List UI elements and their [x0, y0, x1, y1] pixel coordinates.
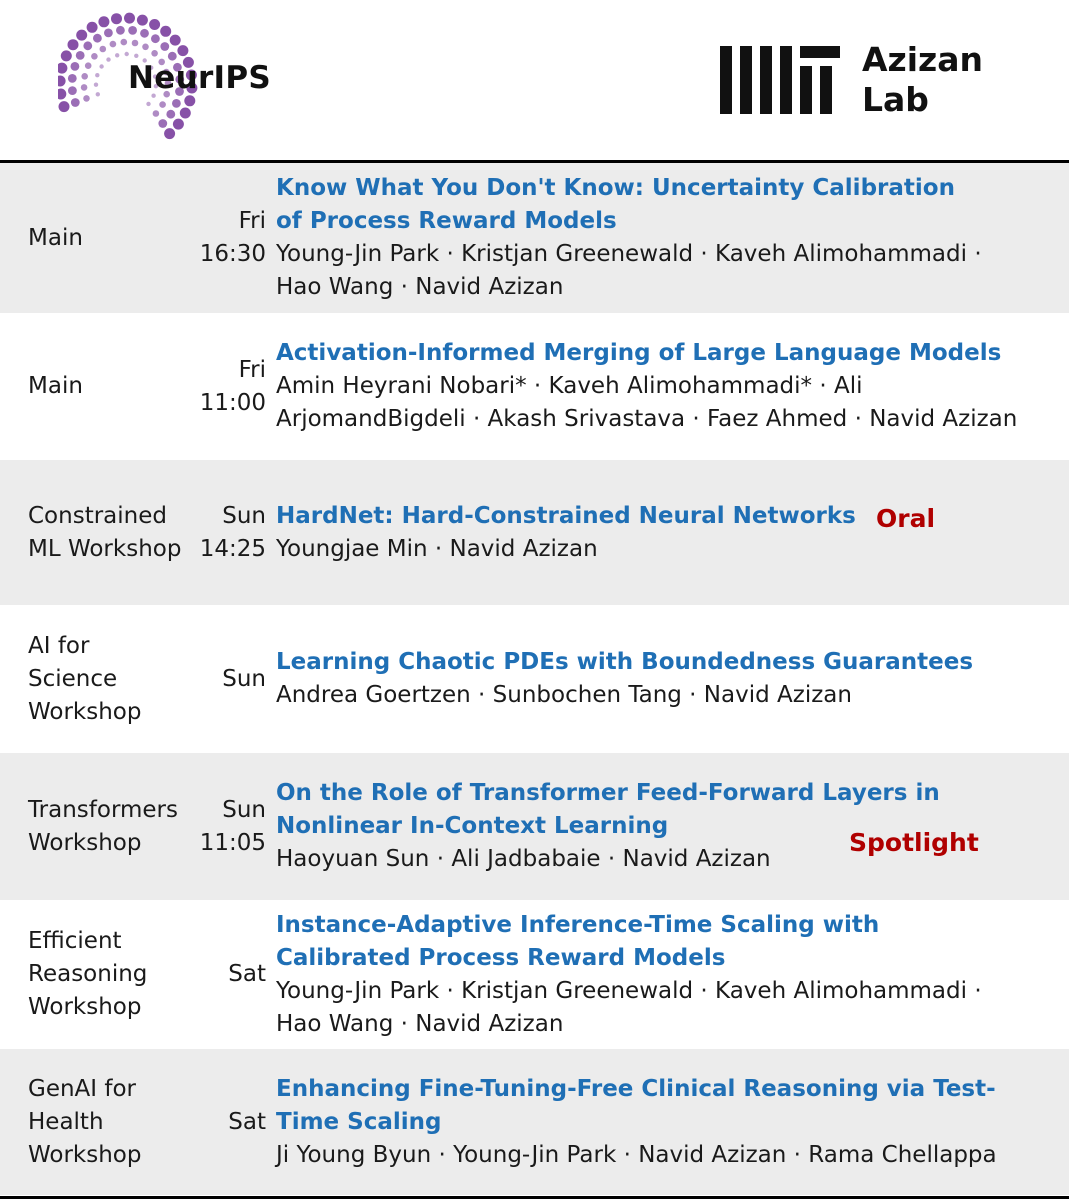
- logo-dot: [134, 54, 138, 58]
- award-badge: Spotlight: [849, 828, 979, 857]
- time-cell: [190, 901, 266, 1048]
- logo-dot: [128, 26, 137, 35]
- paper-authors: Ji Young Byun · Young-Jin Park · Navid Azizan · Rama Chellappa: [276, 1141, 997, 1168]
- logo-dot: [160, 42, 169, 51]
- logo-dot: [164, 128, 175, 139]
- logo-dot: [170, 35, 181, 46]
- time-label: 14:25: [199, 535, 266, 562]
- logo-dot: [158, 119, 167, 128]
- venue-cell: Transformers Workshop: [28, 796, 178, 856]
- paper-title-link[interactable]: Know What You Don't Know: Uncertainty Calibration of Process Reward Models: [276, 175, 955, 234]
- paper-cell: [276, 753, 1056, 900]
- day-label: Sun: [222, 502, 266, 529]
- table-row: [0, 606, 1069, 753]
- paper-authors: Youngjae Min · Navid Azizan: [276, 535, 598, 562]
- paper-title-link[interactable]: Instance-Adaptive Inference-Time Scaling with Calibrated Process Reward Models: [276, 911, 880, 971]
- logo-dot: [95, 73, 99, 77]
- logo-dot: [96, 92, 100, 96]
- venue-cell: Main: [28, 373, 83, 399]
- time-cell: [190, 606, 266, 752]
- mit-logo-icon: [720, 46, 840, 114]
- logo-dot: [184, 95, 195, 106]
- lab-name: [862, 40, 983, 120]
- logo-dot: [149, 19, 160, 30]
- time-cell: [190, 753, 266, 900]
- lab-name-line2: Lab: [862, 80, 929, 119]
- logo-dot: [106, 57, 110, 61]
- logo-dot: [61, 50, 72, 61]
- logo-dot: [68, 74, 77, 83]
- venue-cell: Efficient Reasoning Workshop: [28, 928, 148, 1020]
- logo-dot: [159, 101, 166, 108]
- time-cell: [190, 314, 266, 459]
- logo-dot: [111, 13, 122, 24]
- paper-authors: Andrea Goertzen · Sunbochen Tang · Navid Azizan: [276, 682, 852, 708]
- logo-dot: [115, 53, 119, 57]
- logo-dot: [71, 62, 80, 71]
- table-row: [0, 1049, 1069, 1196]
- logo-dot: [160, 26, 171, 37]
- logo-dot: [98, 16, 109, 27]
- logo-dot: [125, 52, 129, 56]
- logo-dot: [81, 73, 88, 80]
- logo-dot: [151, 34, 160, 43]
- paper-cell: [276, 606, 1056, 752]
- paper-title-link[interactable]: Enhancing Fine-Tuning-Free Clinical Reasoning via Test-Time Scaling: [276, 1075, 996, 1135]
- logo-dot: [116, 26, 125, 35]
- logo-dot: [142, 44, 149, 51]
- logo-dot: [132, 40, 139, 47]
- time-label: 11:05: [199, 829, 266, 856]
- paper-authors: Young-Jin Park · Kristjan Greenewald · Kaveh Alimohammadi · Hao Wang · Navid Azizan: [276, 241, 982, 300]
- logo-dot: [58, 89, 66, 100]
- logo-dot: [153, 110, 160, 117]
- logo-dot: [180, 108, 191, 119]
- logo-dot: [121, 39, 128, 46]
- logo-dot: [166, 110, 175, 119]
- logo-dot: [94, 83, 98, 87]
- logo-dot: [85, 62, 92, 69]
- conference-logo-text: NeurIPS: [128, 60, 272, 96]
- logo-dot: [173, 119, 184, 130]
- venue-cell: Constrained ML Workshop: [28, 502, 182, 562]
- logo-dot: [68, 86, 77, 95]
- logo-dot: [93, 34, 102, 43]
- paper-authors: Young-Jin Park · Kristjan Greenewald · Kaveh Alimohammadi · Hao Wang · Navid Azizan: [276, 977, 982, 1037]
- paper-cell: [276, 163, 1056, 313]
- time-cell: [190, 460, 266, 605]
- header: [0, 0, 1069, 160]
- day-label: Fri: [238, 208, 266, 234]
- venue-cell: AI for Science Workshop: [28, 632, 142, 725]
- logo-dot: [146, 102, 150, 106]
- logo-dot: [87, 22, 98, 33]
- table-row: [0, 901, 1069, 1049]
- logo-dot: [110, 41, 117, 48]
- bottom-divider: [0, 1196, 1069, 1199]
- table-row: [0, 314, 1069, 460]
- logo-dot: [59, 101, 70, 112]
- paper-cell: [276, 314, 1056, 459]
- logo-dot: [58, 63, 67, 74]
- schedule-table: [0, 163, 1069, 1196]
- logo-dot: [83, 41, 92, 50]
- logo-dot: [177, 45, 188, 56]
- paper-authors: Haoyuan Sun · Ali Jadbabaie · Navid Azizan: [276, 846, 771, 872]
- paper-cell: [276, 1049, 1056, 1195]
- paper-title-link[interactable]: Activation-Informed Merging of Large Language Models: [276, 340, 1002, 366]
- logo-dot: [83, 95, 90, 102]
- table-row: [0, 460, 1069, 606]
- paper-cell: [276, 901, 1056, 1048]
- day-label: Fri: [238, 356, 266, 383]
- table-row: [0, 163, 1069, 314]
- logo-dot: [104, 29, 113, 38]
- award-badge: Oral: [876, 504, 936, 533]
- logo-dot: [99, 64, 103, 68]
- time-label: 11:00: [199, 389, 266, 416]
- time-cell: [190, 163, 266, 313]
- paper-cell: [276, 460, 1056, 605]
- logo-dot: [71, 98, 80, 107]
- logo-dot: [100, 46, 107, 53]
- logo-dot: [58, 76, 66, 87]
- logo-dot: [172, 99, 181, 108]
- logo-dot: [76, 30, 87, 41]
- paper-title-link[interactable]: HardNet: Hard-Constrained Neural Networks: [276, 502, 856, 529]
- logo-dot: [140, 29, 149, 38]
- paper-authors: Amin Heyrani Nobari* · Kaveh Alimohammadi* · Ali ArjomandBigdeli · Akash Srivastava · Faez Ahmed · Navid Azizan: [276, 373, 1018, 432]
- day-label: Sun: [222, 796, 266, 823]
- day-label: Sat: [228, 1108, 266, 1135]
- paper-title-link[interactable]: Learning Chaotic PDEs with Boundedness Guarantees: [276, 649, 974, 675]
- time-label: 16:30: [199, 241, 266, 267]
- logo-dot: [68, 39, 79, 50]
- logo-dot: [137, 15, 148, 26]
- logo-dot: [91, 53, 98, 60]
- day-label: Sun: [222, 665, 266, 692]
- venue-cell: GenAI for Health Workshop: [28, 1075, 142, 1168]
- venue-cell: Main: [28, 224, 83, 251]
- time-cell: [190, 1049, 266, 1195]
- logo-dot: [81, 84, 88, 91]
- logo-dot: [124, 13, 135, 24]
- logo-dot: [151, 50, 158, 57]
- lab-name-line1: Azizan: [862, 40, 984, 79]
- paper-title-link[interactable]: On the Role of Transformer Feed-Forward Layers in Nonlinear In-Context Learning: [276, 780, 940, 839]
- logo-dot: [76, 51, 85, 60]
- table-row: [0, 753, 1069, 901]
- day-label: Sat: [228, 961, 266, 987]
